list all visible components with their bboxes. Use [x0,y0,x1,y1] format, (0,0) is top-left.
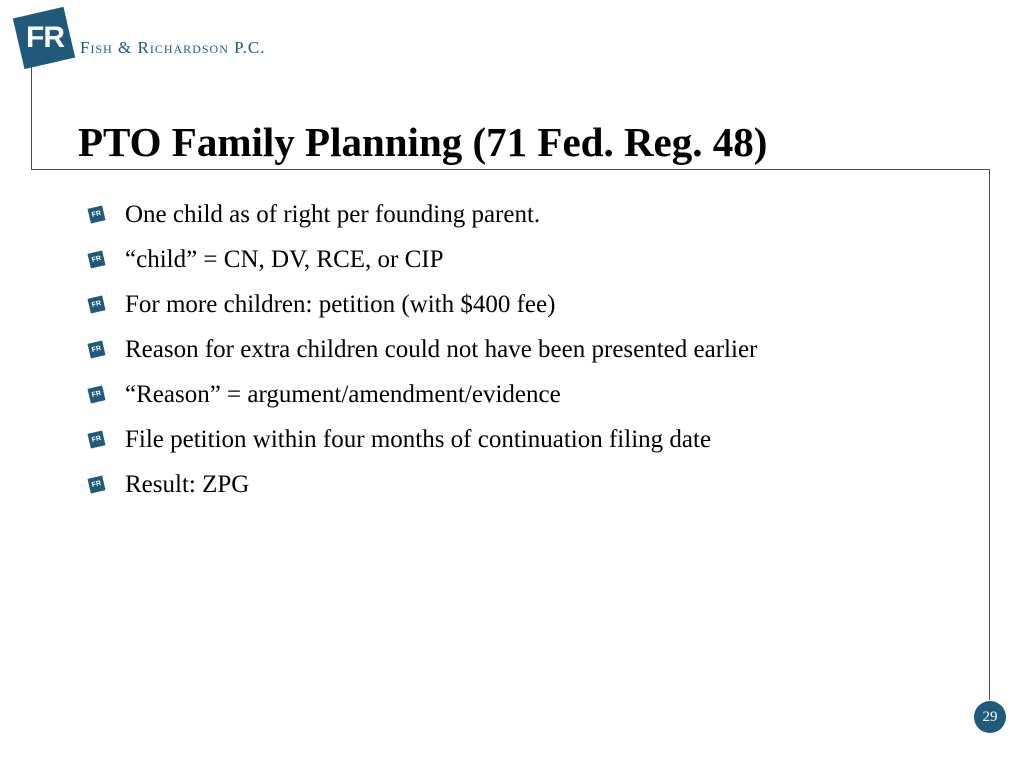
bullet-text: “child” = CN, DV, RCE, or CIP [125,245,444,273]
fr-bullet-icon: FR [88,206,106,224]
bullet-list [88,192,757,507]
fr-bullet-icon: FR [88,386,106,404]
frame-line-right [989,169,990,700]
frame-line-top [31,169,990,170]
fr-bullet-icon: FR [88,341,106,359]
page-number-badge: 29 [974,701,1006,733]
fr-bullet-icon: FR [88,476,106,494]
bullet-text: For more children: petition (with $400 fee) [125,290,556,318]
fr-bullet-icon: FR [88,296,106,314]
bullet-text: Reason for extra children could not have been presented earlier [125,335,758,363]
logo-mark: FR [26,21,64,54]
bullet-text: File petition within four months of continuation filing date [125,425,712,453]
fr-bullet-icon: FR [88,251,106,269]
fr-bullet-icon: FR [88,431,106,449]
slide-title: PTO Family Planning (71 Fed. Reg. 48) [78,119,768,165]
bullet-item [88,192,757,237]
bullet-item [88,462,757,507]
bullet-item [88,237,757,282]
bullet-item [88,282,757,327]
bullet-text: Result: ZPG [125,470,250,498]
bullet-item [88,372,757,417]
bullet-text: One child as of right per founding parent. [125,200,541,228]
firm-name: Fish & Richardson P.C. [80,38,266,57]
frame-line-left [31,62,32,169]
bullet-item [88,417,757,462]
bullet-text: “Reason” = argument/amendment/evidence [125,380,561,408]
bullet-item [88,327,757,372]
